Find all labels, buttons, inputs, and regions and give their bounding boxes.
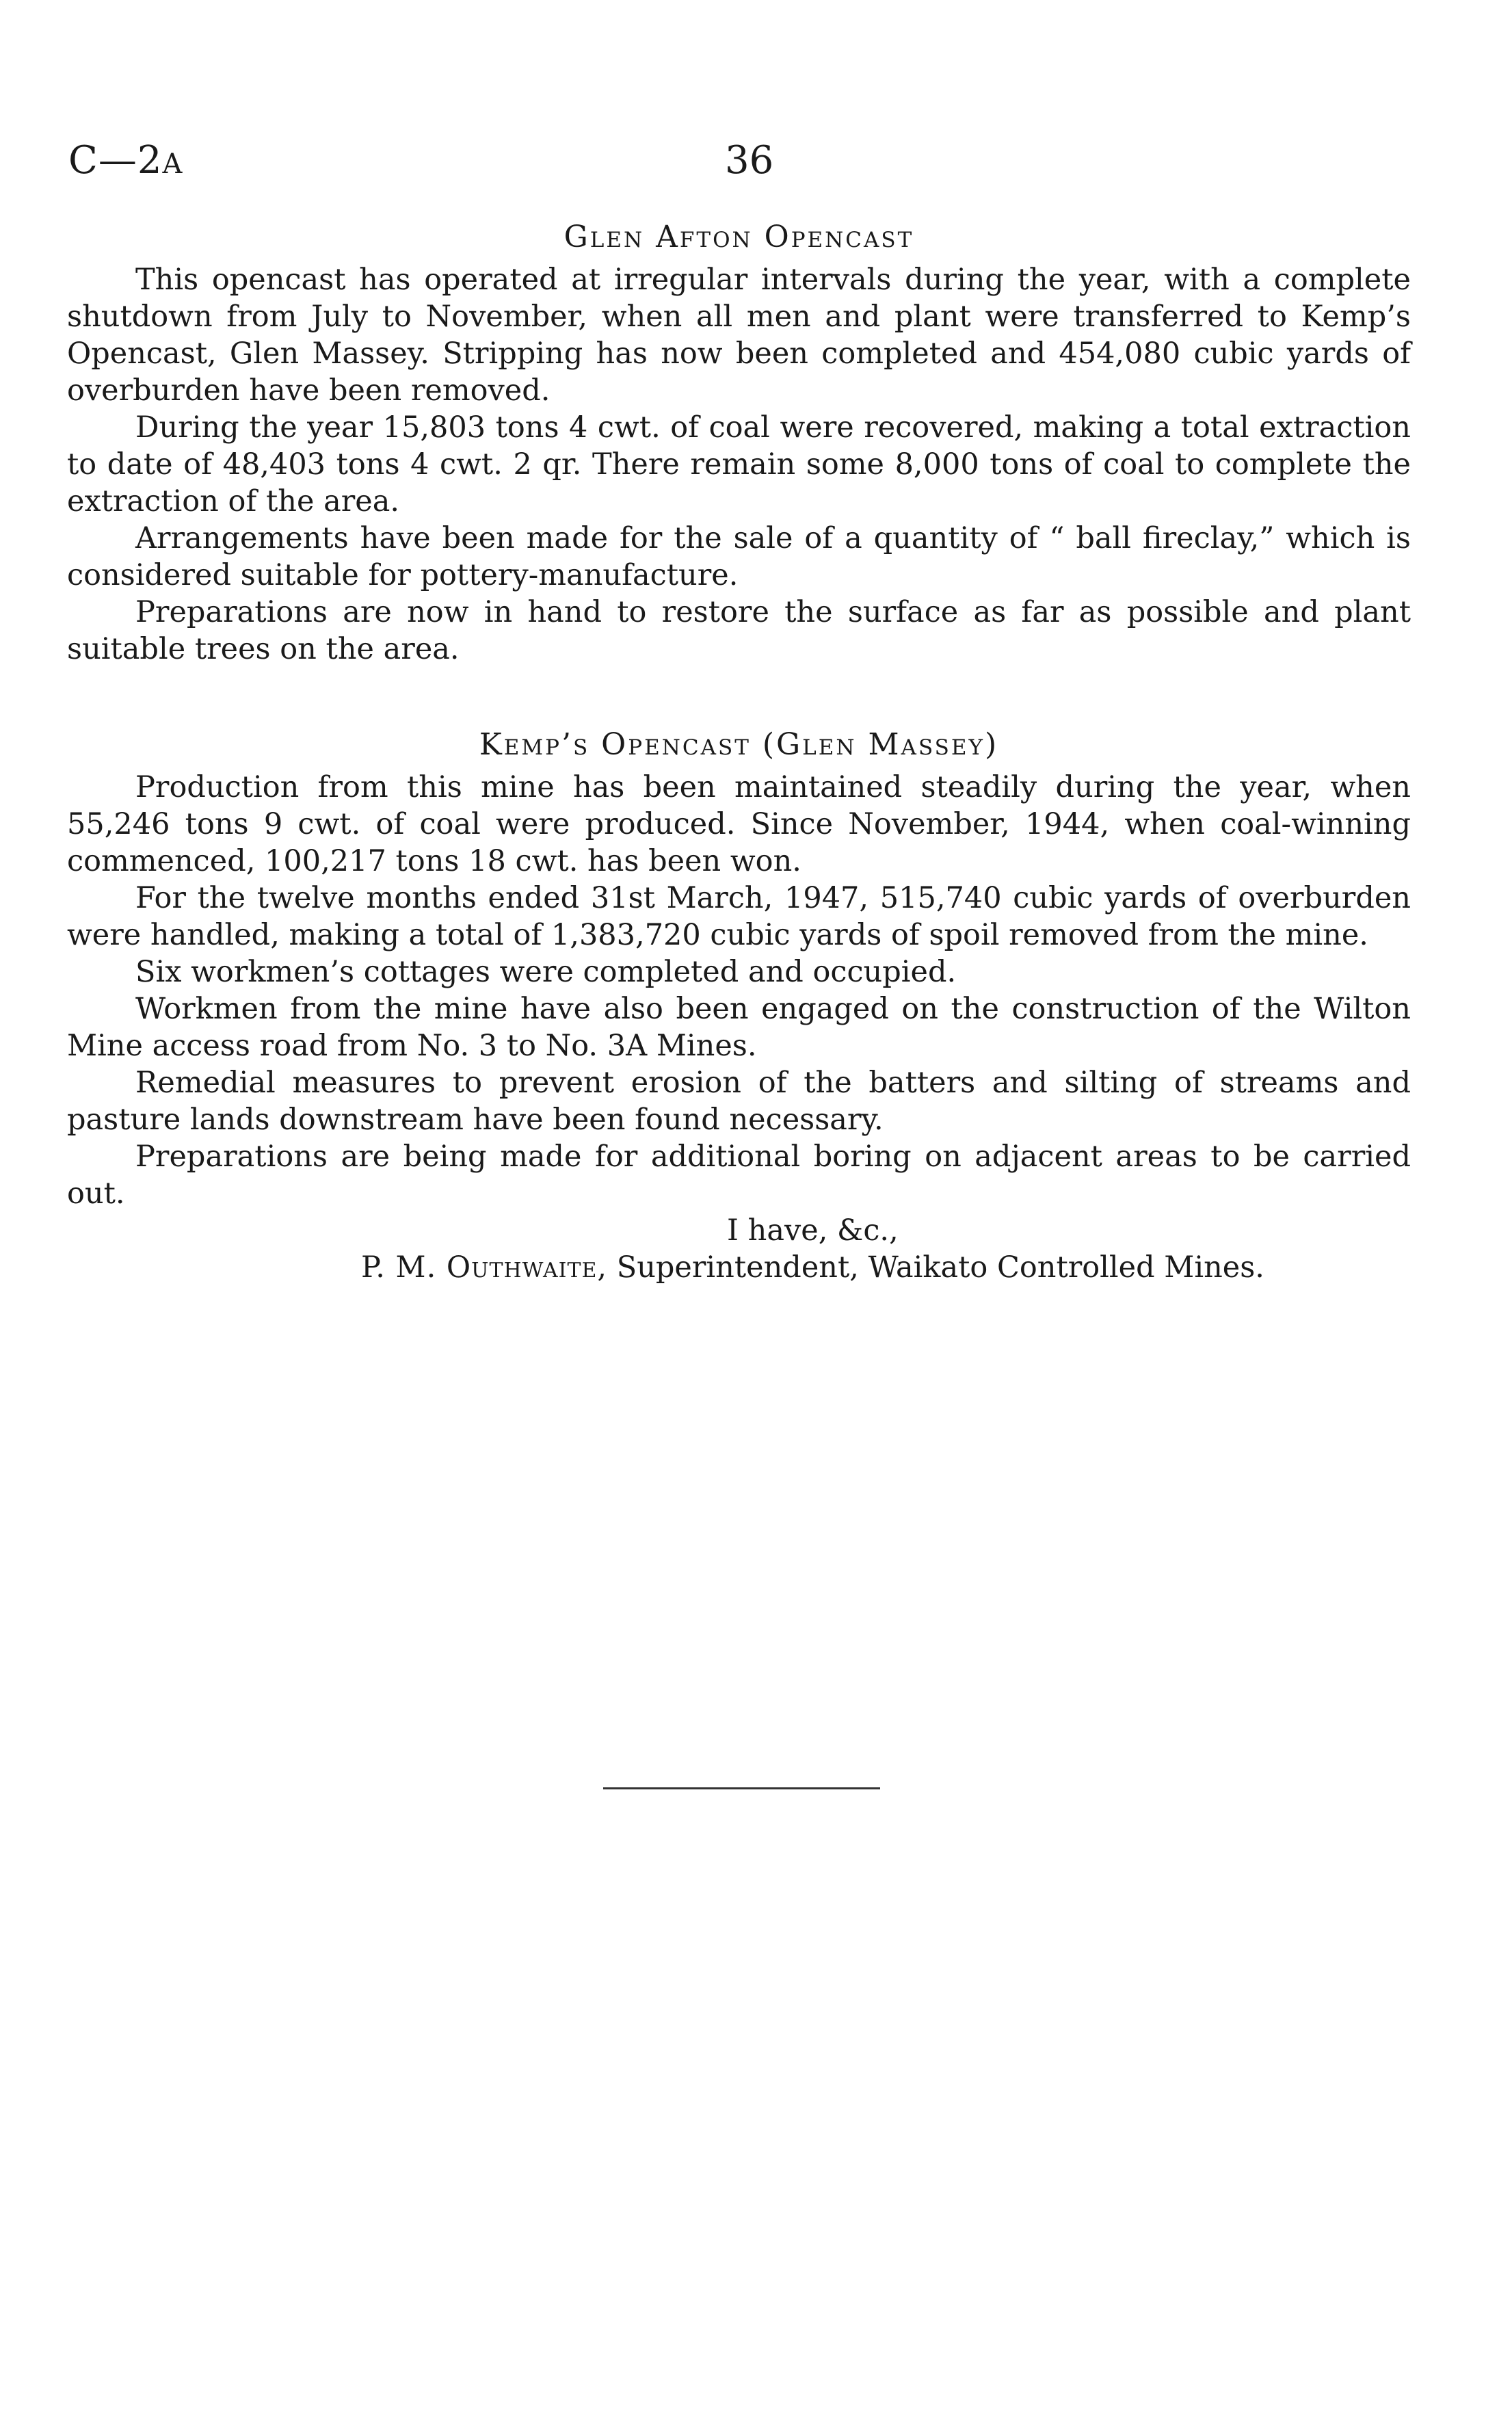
end-rule-divider	[603, 1787, 880, 1789]
paragraph: During the year 15,803 tons 4 cwt. of coal were recovered, making a total extraction to date of 48,403 tons 4 cwt. 2 qr. There remain some 8,000 tons of coal to complete the extraction of the area.	[67, 410, 1411, 518]
paragraph: Arrangements have been made for the sale of a quantity of “ ball fireclay,” which is considered suitable for pottery-manufacture.	[67, 521, 1411, 592]
section-spacer	[67, 668, 1411, 725]
section-glen-afton	[67, 218, 1411, 668]
paragraph: Preparations are now in hand to restore the surface as far as possible and plant suitable trees on the area.	[67, 595, 1411, 666]
document-reference-suffix: A	[162, 148, 183, 180]
signatory-title: Superintendent, Waikato Controlled Mines.	[616, 1250, 1264, 1285]
paragraph: Production from this mine has been maintained steadily during the year, when 55,246 tons 9 cwt. of coal were produced. Since November, 1944, when coal-winning commenced, 100,217 tons 18 cwt. has been won.	[67, 770, 1411, 878]
paragraph: Remedial measures to prevent erosion of the batters and silting of streams and pasture lands downstream have been found necessary.	[67, 1066, 1411, 1137]
page-number: 36	[725, 138, 774, 183]
section-heading: Kemp’s Opencast (Glen Massey)	[479, 727, 999, 762]
closing-greeting: I have, &c.,	[727, 1213, 899, 1248]
paragraph: Six workmen’s cottages were completed and occupied.	[135, 955, 957, 989]
paragraph: Preparations are being made for additional boring on adjacent areas to be carried out.	[67, 1140, 1411, 1211]
document-reference	[68, 137, 183, 188]
page-header	[68, 137, 1436, 185]
signoff-block	[67, 1212, 1411, 1286]
paragraph: Workmen from the mine have also been engaged on the construction of the Wilton Mine access road from No. 3 to No. 3A Mines.	[67, 992, 1411, 1063]
signature-line	[67, 1249, 1411, 1286]
section-kemps-opencast	[67, 725, 1411, 1212]
paragraph: For the twelve months ended 31st March, 1947, 515,740 cubic yards of overburden were handled, making a total of 1,383,720 cubic yards of spoil removed from the mine.	[67, 881, 1411, 952]
paragraph: This opencast has operated at irregular intervals during the year, with a complete shutdown from July to November, when all men and plant were transferred to Kemp’s Opencast, Glen Massey. Stripping has now been completed and 454,080 cubic yards of overburden have been removed.	[67, 263, 1411, 408]
document-reference-main: C—2	[68, 138, 163, 183]
signatory-name: P. M. Outhwaite,	[361, 1250, 608, 1285]
body-text	[67, 218, 1411, 1286]
section-heading: Glen Afton Opencast	[563, 220, 914, 254]
